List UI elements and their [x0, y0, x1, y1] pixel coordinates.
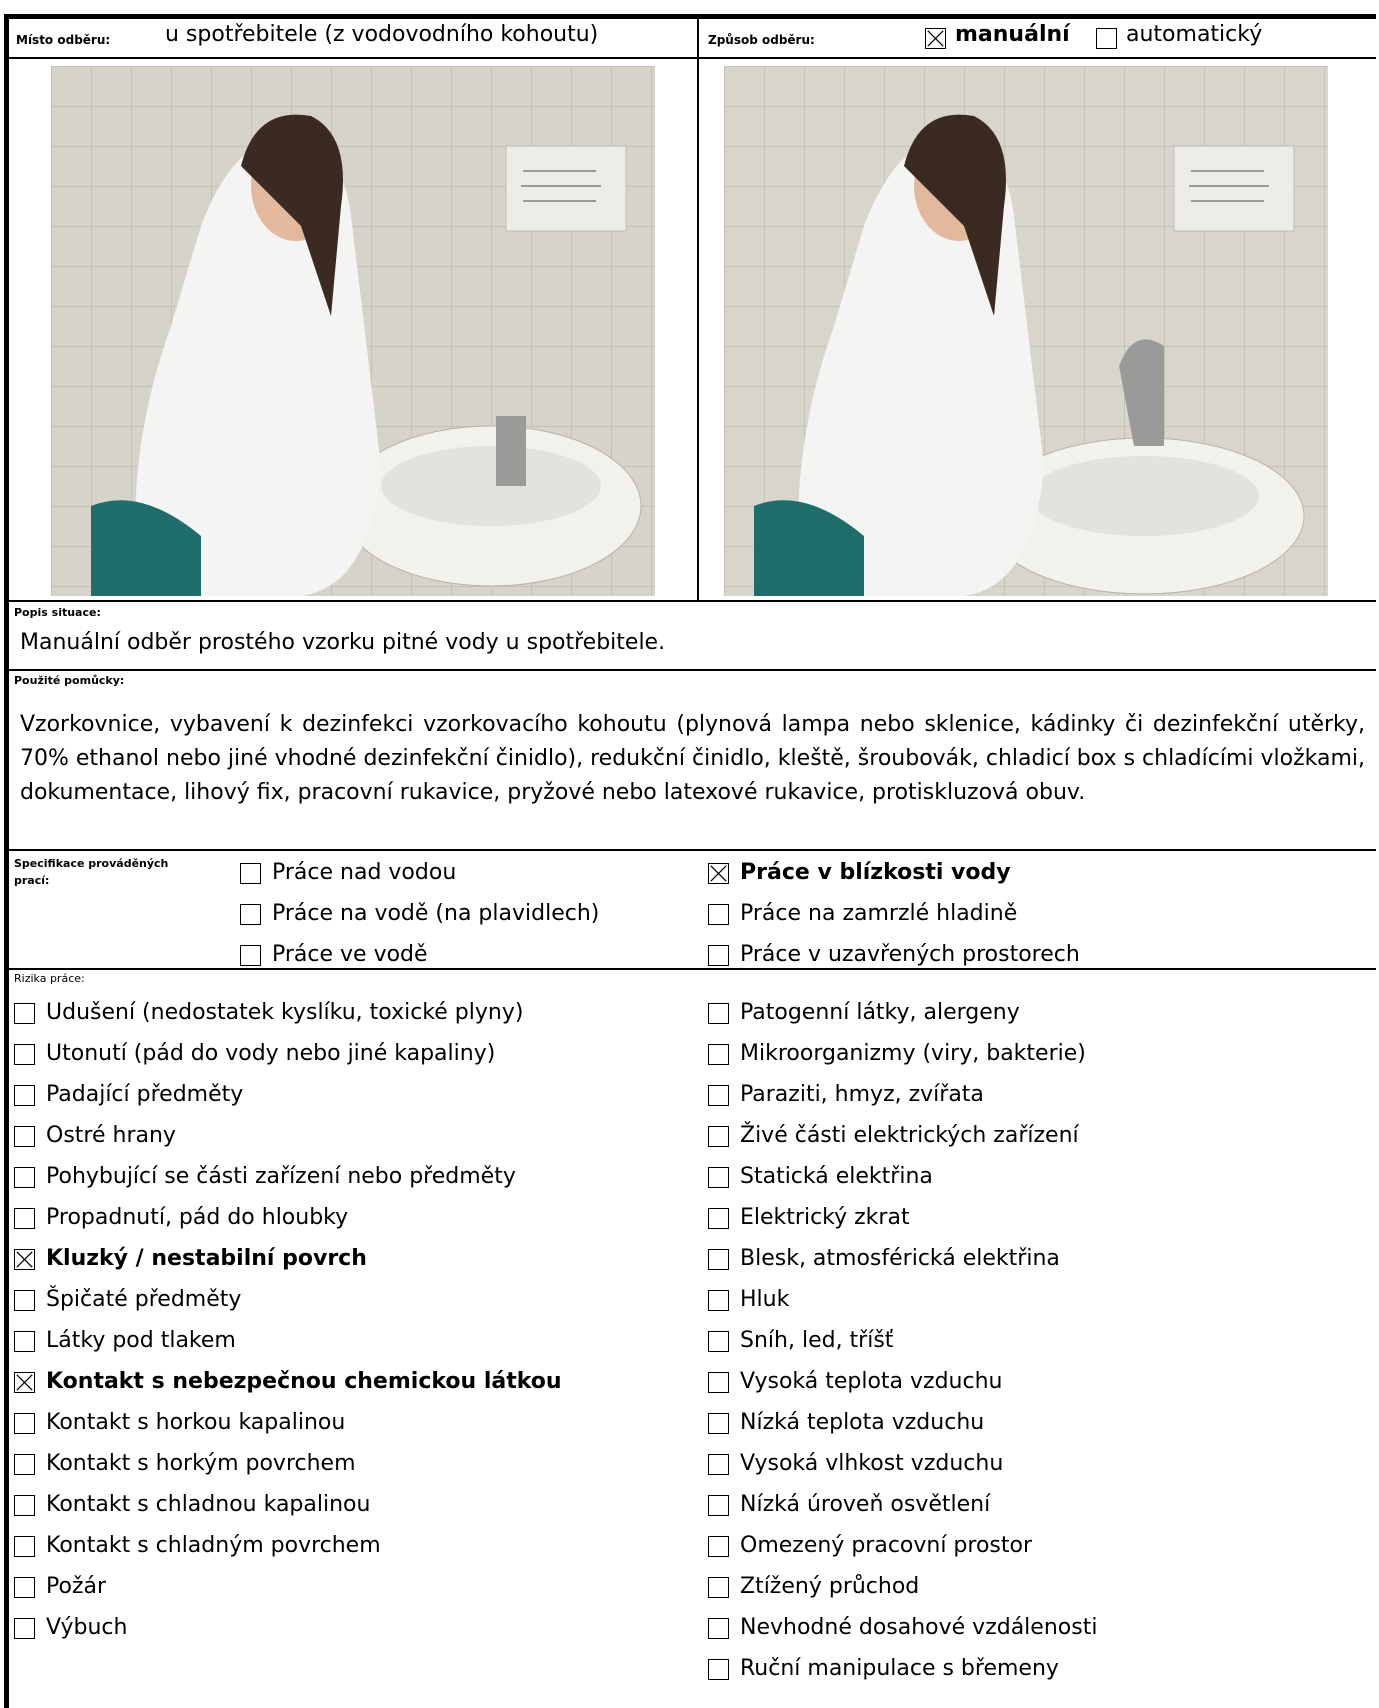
risk-label: Padající předměty: [46, 1082, 244, 1107]
risk-checkbox[interactable]: [708, 1618, 729, 1639]
risk-label: Pohybující se části zařízení nebo předměty: [46, 1164, 516, 1189]
risk-checkbox[interactable]: [14, 1208, 35, 1229]
photo-sampling-tap-glass: [724, 66, 1328, 596]
risk-checkbox[interactable]: [14, 1085, 35, 1106]
work-spec-label: Práce nad vodou: [272, 860, 457, 885]
risk-checkbox[interactable]: [708, 1167, 729, 1188]
work-spec-label: Práce na zamrzlé hladině: [740, 901, 1018, 926]
risk-label: Kontakt s chladným povrchem: [46, 1533, 381, 1558]
method-manual-label: manuální: [955, 22, 1070, 47]
risk-label: Omezený pracovní prostor: [740, 1533, 1033, 1558]
risk-checkbox[interactable]: [708, 1372, 729, 1393]
work-spec-label: Práce v blízkosti vody: [740, 860, 1011, 885]
risk-label: Mikroorganizmy (viry, bakterie): [740, 1041, 1086, 1066]
sampling-place-value: u spotřebitele (z vodovodního kohoutu): [165, 22, 599, 47]
risk-label: Hluk: [740, 1287, 790, 1312]
risk-label: Vysoká vlhkost vzduchu: [740, 1451, 1004, 1476]
situation-text: Manuální odběr prostého vzorku pitné vody u spotřebitele.: [20, 630, 666, 655]
divider: [4, 849, 1376, 851]
risk-label: Špičaté předměty: [46, 1287, 242, 1312]
risk-checkbox[interactable]: [14, 1290, 35, 1311]
method-manual-checkbox[interactable]: [925, 28, 946, 49]
divider: [4, 669, 1376, 671]
risk-label: Propadnutí, pád do hloubky: [46, 1205, 349, 1230]
method-auto-label: automatický: [1126, 22, 1263, 47]
risk-label: Živé části elektrických zařízení: [740, 1123, 1079, 1148]
risk-label: Ruční manipulace s břemeny: [740, 1656, 1059, 1681]
risk-checkbox[interactable]: [14, 1249, 35, 1270]
work-spec-checkbox[interactable]: [708, 945, 729, 966]
risk-label: Výbuch: [46, 1615, 128, 1640]
risk-label: Kontakt s nebezpečnou chemickou látkou: [46, 1369, 562, 1394]
risk-checkbox[interactable]: [14, 1495, 35, 1516]
tools-label: Použité pomůcky:: [14, 674, 125, 687]
tools-text: Vzorkovnice, vybavení k dezinfekci vzorkovacího kohoutu (plynová lampa nebo sklenice, kádinky či dezinfekční utěrky, 70% ethanol nebo jiné vhodné dezinfekční činidlo), redukční činidlo, kleště, šroubovák, chladicí box s chladícími vložkami, dokumentace, lihový fix, pracovní rukavice, pryžové nebo latexové rukavice, protiskluzová obuv.: [20, 712, 1365, 805]
risk-label: Vysoká teplota vzduchu: [740, 1369, 1003, 1394]
risk-label: Paraziti, hmyz, zvířata: [740, 1082, 984, 1107]
risk-checkbox[interactable]: [14, 1044, 35, 1065]
work-spec-checkbox[interactable]: [240, 904, 261, 925]
risk-label: Kluzký / nestabilní povrch: [46, 1246, 367, 1271]
risk-label: Nízká úroveň osvětlení: [740, 1492, 991, 1517]
risk-label: Požár: [46, 1574, 107, 1599]
risk-label: Kontakt s horkou kapalinou: [46, 1410, 346, 1435]
photo-sampling-tap-bottle: [51, 66, 655, 596]
situation-label: Popis situace:: [14, 606, 101, 619]
risk-label: Ztížený průchod: [740, 1574, 920, 1599]
risk-label: Nízká teplota vzduchu: [740, 1410, 985, 1435]
risk-checkbox[interactable]: [14, 1413, 35, 1434]
risk-checkbox[interactable]: [14, 1167, 35, 1188]
divider: [4, 968, 1376, 970]
work-spec-label: Práce ve vodě: [272, 942, 428, 967]
risk-label: Statická elektřina: [740, 1164, 933, 1189]
risk-checkbox[interactable]: [708, 1413, 729, 1434]
work-spec-label: Práce na vodě (na plavidlech): [272, 901, 600, 926]
risk-checkbox[interactable]: [708, 1126, 729, 1147]
risk-checkbox[interactable]: [708, 1003, 729, 1024]
work-spec-checkbox[interactable]: [240, 945, 261, 966]
risk-checkbox[interactable]: [708, 1577, 729, 1598]
risk-checkbox[interactable]: [14, 1577, 35, 1598]
risk-label: Sníh, led, tříšť: [740, 1328, 894, 1353]
risk-label: Ostré hrany: [46, 1123, 176, 1148]
work-spec-checkbox[interactable]: [708, 863, 729, 884]
risk-label: Udušení (nedostatek kyslíku, toxické plyny): [46, 1000, 524, 1025]
risk-label: Blesk, atmosférická elektřina: [740, 1246, 1060, 1271]
risk-checkbox[interactable]: [708, 1085, 729, 1106]
risk-checkbox[interactable]: [14, 1331, 35, 1352]
sampling-place-label: Místo odběru:: [16, 33, 111, 47]
risk-checkbox[interactable]: [708, 1495, 729, 1516]
risk-checkbox[interactable]: [708, 1044, 729, 1065]
risk-checkbox[interactable]: [14, 1126, 35, 1147]
risk-checkbox[interactable]: [708, 1536, 729, 1557]
risk-label: Látky pod tlakem: [46, 1328, 236, 1353]
work-spec-label: Práce v uzavřených prostorech: [740, 942, 1080, 967]
risk-checkbox[interactable]: [14, 1454, 35, 1475]
risk-checkbox[interactable]: [14, 1372, 35, 1393]
risk-checkbox[interactable]: [708, 1249, 729, 1270]
risk-label: Nevhodné dosahové vzdálenosti: [740, 1615, 1098, 1640]
column-divider: [697, 19, 699, 602]
divider: [4, 57, 1376, 59]
risk-label: Kontakt s chladnou kapalinou: [46, 1492, 371, 1517]
risks-label: Rizika práce:: [14, 972, 85, 985]
risk-checkbox[interactable]: [708, 1331, 729, 1352]
risk-checkbox[interactable]: [708, 1290, 729, 1311]
work-spec-label: Specifikace prováděných prací:: [14, 857, 169, 887]
risk-label: Kontakt s horkým povrchem: [46, 1451, 356, 1476]
risk-label: Elektrický zkrat: [740, 1205, 910, 1230]
sampling-method-label: Způsob odběru:: [708, 33, 815, 47]
risk-checkbox[interactable]: [708, 1208, 729, 1229]
risk-label: Utonutí (pád do vody nebo jiné kapaliny): [46, 1041, 496, 1066]
work-spec-checkbox[interactable]: [240, 863, 261, 884]
risk-checkbox[interactable]: [708, 1659, 729, 1680]
work-spec-checkbox[interactable]: [708, 904, 729, 925]
risk-checkbox[interactable]: [14, 1618, 35, 1639]
method-auto-checkbox[interactable]: [1096, 28, 1117, 49]
risk-checkbox[interactable]: [14, 1003, 35, 1024]
risk-label: Patogenní látky, alergeny: [740, 1000, 1020, 1025]
divider: [4, 600, 1376, 602]
risk-checkbox[interactable]: [14, 1536, 35, 1557]
risk-checkbox[interactable]: [708, 1454, 729, 1475]
